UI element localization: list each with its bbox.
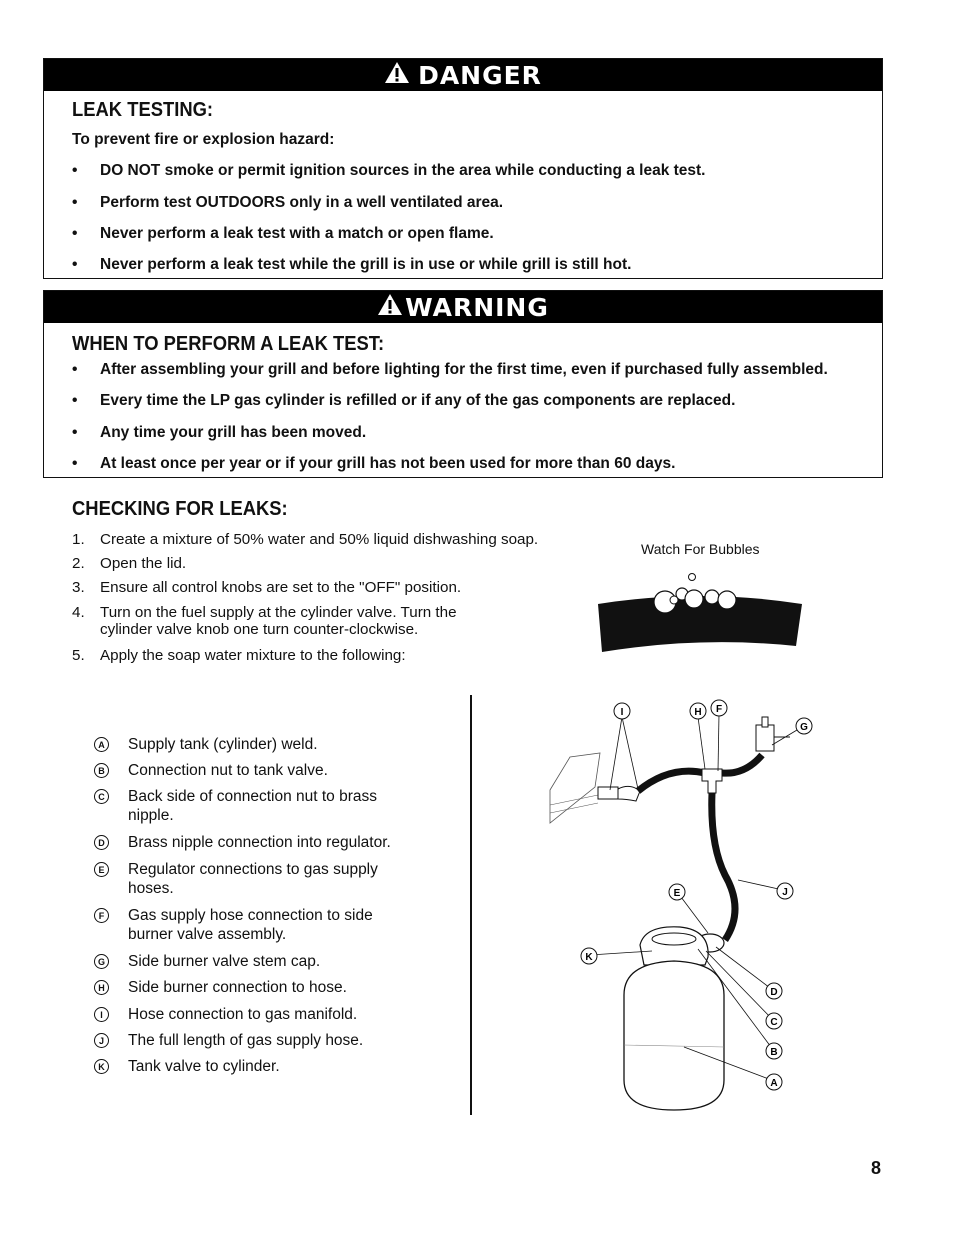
callout-f [711, 700, 727, 716]
step-number: 5. [72, 647, 85, 664]
callout-a [766, 1074, 782, 1090]
legend-text: The full length of gas supply hose. [128, 1032, 364, 1049]
legend-item-h [94, 978, 424, 1000]
legend-text: Tank valve to cylinder. [128, 1058, 280, 1075]
warning-bullet: After assembling your grill and before lighting for the first time, even if purchased fully assembled. [100, 361, 828, 378]
callout-j [777, 883, 793, 899]
when-to-test-title: WHEN TO PERFORM A LEAK TEST: [72, 333, 385, 355]
column-divider [470, 695, 472, 1115]
danger-bullet: Never perform a leak test while the grill is in use or while grill is still hot. [100, 256, 632, 273]
legend-letter: E [94, 862, 109, 877]
legend-text: Hose connection to gas manifold. [128, 1006, 358, 1023]
svg-text:J: J [782, 887, 788, 898]
svg-text:B: B [770, 1047, 778, 1058]
step-text: Open the lid. [100, 555, 187, 572]
danger-bullet: Never perform a leak test with a match or open flame. [100, 225, 494, 242]
legend-text: Back side of connection nut to brass nipple. [128, 788, 378, 824]
svg-text:E: E [673, 888, 681, 899]
bullet-dot: • [72, 455, 78, 472]
danger-header [44, 59, 882, 91]
svg-text:D: D [770, 987, 778, 998]
step-number: 1. [72, 531, 85, 548]
legend-item-c [94, 787, 424, 827]
danger-intro: To prevent fire or explosion hazard: [72, 131, 335, 148]
legend-letter: K [94, 1059, 109, 1074]
legend-item-e [94, 860, 424, 900]
page-number: 8 [871, 1158, 882, 1178]
danger-bullet: DO NOT smoke or permit ignition sources in the area while conducting a leak test. [100, 162, 706, 179]
legend-letter: A [94, 737, 109, 752]
warning-bullet: At least once per year or if your grill has not been used for more than 60 days. [100, 455, 676, 472]
bullet-dot: • [72, 162, 78, 179]
leak-testing-title: LEAK TESTING: [72, 99, 214, 121]
legend-text: Regulator connections to gas supply hoses. [128, 861, 378, 897]
bullet-dot: • [72, 225, 78, 242]
legend-letter: H [94, 980, 109, 995]
danger-bullet: Perform test OUTDOORS only in a well ventilated area. [100, 194, 504, 211]
bullet-dot: • [72, 392, 78, 409]
callout-b [766, 1043, 782, 1059]
legend-text: Connection nut to tank valve. [128, 762, 328, 779]
legend-text: Supply tank (cylinder) weld. [128, 736, 318, 753]
legend-text: Side burner valve stem cap. [128, 953, 321, 970]
callout-h [690, 703, 706, 719]
warning-triangle-icon [377, 293, 403, 322]
legend-text: Brass nipple connection into regulator. [128, 834, 391, 851]
legend-item-j [94, 1031, 424, 1053]
warning-bullet: Every time the LP gas cylinder is refilled or if any of the gas components are replaced. [100, 392, 736, 409]
warning-bullet: Any time your grill has been moved. [100, 424, 367, 441]
legend-text: Gas supply hose connection to side burner valve assembly. [128, 907, 373, 943]
legend-letter: G [94, 954, 109, 969]
legend-letter: D [94, 835, 109, 850]
callout-i [614, 703, 630, 719]
legend-item-f [94, 906, 424, 946]
callout-c [766, 1013, 782, 1029]
legend-item-g [94, 952, 424, 974]
bubbles-hose-illustration [590, 566, 810, 658]
step-number: 4. [72, 604, 85, 621]
danger-title: DANGER [418, 60, 542, 90]
svg-text:K: K [585, 952, 593, 963]
step-text: Apply the soap water mixture to the following: [100, 647, 406, 664]
legend-letter: I [94, 1007, 109, 1022]
step-number: 2. [72, 555, 85, 572]
bullet-dot: • [72, 194, 78, 211]
legend-letter: F [94, 908, 109, 923]
gas-system-diagram [540, 695, 840, 1115]
svg-text:H: H [694, 707, 702, 718]
legend-item-a [94, 735, 424, 757]
svg-text:A: A [770, 1078, 778, 1089]
legend-letter: C [94, 789, 109, 804]
step-text: Ensure all control knobs are set to the "OFF" position. [100, 579, 462, 596]
callout-k [581, 948, 597, 964]
svg-text:C: C [770, 1017, 778, 1028]
legend-item-b [94, 761, 424, 783]
warning-title: WARNING [405, 292, 549, 322]
callout-e [669, 884, 685, 900]
callout-g [796, 718, 812, 734]
svg-text:F: F [715, 704, 723, 715]
legend-item-i [94, 1005, 424, 1027]
warning-triangle-icon [384, 61, 410, 90]
bullet-dot: • [72, 424, 78, 441]
step-text: Turn on the fuel supply at the cylinder valve. Turn the cylinder valve knob one turn counter-clockwise. [100, 604, 457, 638]
svg-text:I: I [620, 707, 624, 718]
legend-letter: J [94, 1033, 109, 1048]
bubble-caption: Watch For Bubbles [641, 541, 760, 557]
warning-header [44, 291, 882, 323]
checking-title: CHECKING FOR LEAKS: [72, 498, 288, 520]
bullet-dot: • [72, 361, 78, 378]
step-number: 3. [72, 579, 85, 596]
warning-box [43, 290, 883, 478]
bullet-dot: • [72, 256, 78, 273]
svg-text:G: G [800, 722, 808, 733]
legend-text: Side burner connection to hose. [128, 979, 347, 996]
legend-letter: B [94, 763, 109, 778]
legend-item-k [94, 1057, 424, 1079]
callout-d [766, 983, 782, 999]
legend-item-d [94, 833, 424, 855]
step-text: Create a mixture of 50% water and 50% liquid dishwashing soap. [100, 531, 539, 548]
